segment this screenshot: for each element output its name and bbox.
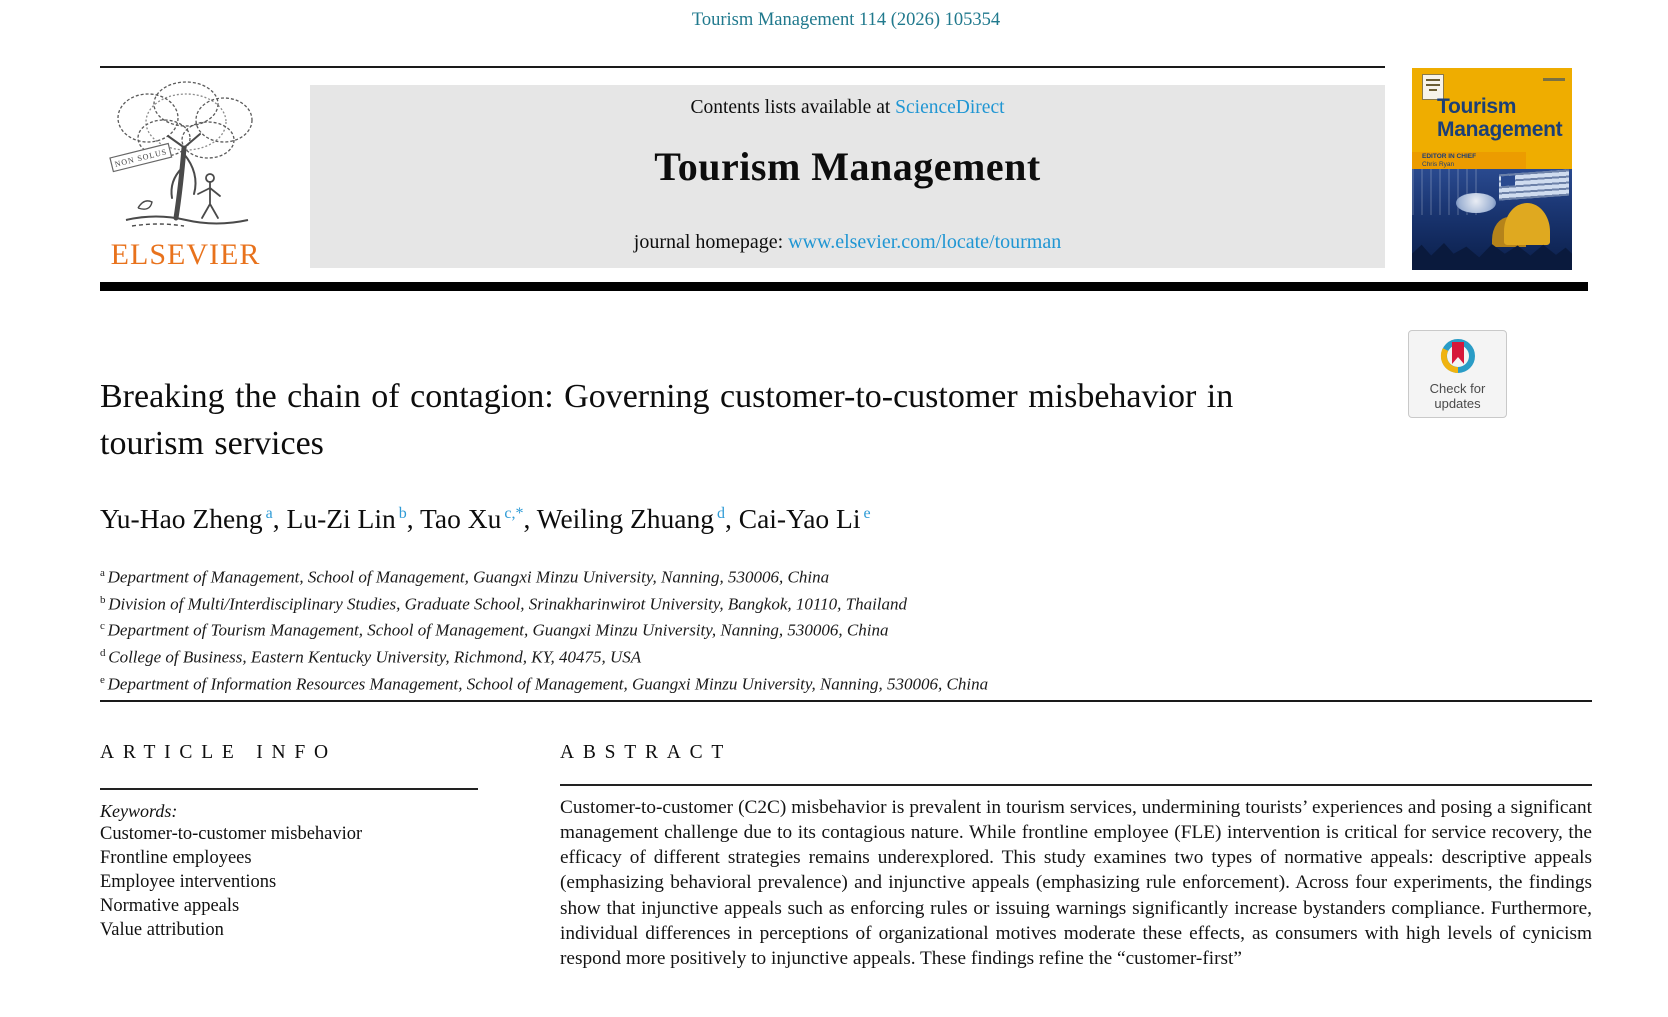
elsevier-wordmark: ELSEVIER [110, 238, 261, 271]
contents-line [310, 97, 1385, 119]
header-separator-bar [100, 282, 1588, 291]
article-info-rule [100, 788, 478, 790]
homepage-line [310, 231, 1385, 254]
check-for-updates-badge[interactable] [1408, 330, 1507, 418]
author-name: Cai-Yao Li [738, 503, 861, 534]
cover-photo-arches [1504, 203, 1550, 245]
keyword-item: Customer-to-customer misbehavior [100, 823, 363, 844]
article-info-heading: ARTICLE INFO [100, 742, 337, 763]
author-name: Weiling Zhuang [536, 503, 714, 534]
keyword-item: Frontline employees [100, 847, 252, 868]
author-sup: e [863, 504, 871, 522]
article-info-section [100, 742, 480, 942]
section-divider-rule [100, 700, 1592, 702]
affiliation-row: $^b$ Division of Multi/Interdisciplinary Studies, Graduate School, Srinakharinwirot University, Bangkok, 10110, Thailand [100, 593, 908, 614]
check-for-updates-icon [1436, 336, 1480, 378]
abstract-rule [560, 784, 1592, 786]
cover-title-line1: Tourism [1437, 95, 1517, 118]
affiliation-list [100, 562, 988, 695]
author-sup: d [716, 504, 725, 522]
badge-line2: updates [1434, 396, 1481, 411]
journal-cover-thumbnail[interactable] [1412, 68, 1572, 270]
keyword-item: Value attribution [100, 919, 224, 940]
abstract-section [560, 742, 1592, 972]
author-name: Tao Xu [420, 503, 502, 534]
journal-title: Tourism Management [654, 144, 1041, 189]
abstract-text: Customer-to-customer (C2C) misbehavior is prevalent in tourism services, undermining tourists’ experiences and posing a significant management challenge due to its contagious nature. While frontline employee (FLE) intervention is critical for service recovery, the efficacy of different strategies remains underexplored. This study examines two types of normative appeals: descriptive appeals (emphasizing behavioral prevalence) and injunctive appeals (emphasizing rule enforcement). Across four experiments, the findings show that injunctive appeals such as enforcing rules or issuing warnings significantly increase bystanders compliance. Furthermore, individual differences in perceptions of organizational motives moderate these effects, as consumers with high levels of cynicism respond more positively to injunctive appeals. These findings refine the “customer-first” [560, 796, 1592, 970]
abstract-heading: ABSTRACT [560, 742, 733, 763]
keywords-list [100, 822, 480, 942]
keyword-item: Employee interventions [100, 871, 277, 892]
article-title: Breaking the chain of contagion: Governing customer-to-customer misbehavior in tourism services [100, 378, 1234, 462]
non-solus-text: NON SOLUS [113, 147, 169, 169]
homepage-prefix: journal homepage: [633, 231, 789, 253]
author-sup: c,* [504, 504, 524, 522]
cover-editor-band [1412, 152, 1526, 169]
cover-editor-label: EDITOR IN CHIEF [1422, 153, 1477, 160]
keywords-label: Keywords: [100, 800, 178, 821]
contents-line-prefix: Contents lists available at [690, 97, 896, 118]
cover-issue-mark [1543, 78, 1565, 81]
cover-photo-sign [1499, 170, 1569, 201]
author-sup: a [265, 504, 273, 522]
cover-editor-name: Chris Ryan [1422, 161, 1455, 168]
author-list: Yu-Hao Zheng $^a$, Lu-Zi Lin $^b$, Tao Xu $^{c,*}$, Weiling Zhuang $^d$, Cai-Yao Li $^e$ [100, 503, 871, 534]
author-name: Yu-Hao Zheng [100, 503, 263, 534]
author-sup: b [398, 504, 407, 522]
author-name: Lu-Zi Lin [286, 503, 396, 534]
badge-line1: Check for [1429, 381, 1486, 396]
cover-photo-collage [1412, 169, 1572, 270]
affiliation-row: $^a$ Department of Management, School of Management, Guangxi Minzu University, Nanning, 530006, China [100, 567, 830, 587]
elsevier-logo [98, 76, 273, 271]
header-top-rule [100, 66, 1385, 68]
affiliation-row: $^e$ Department of Information Resources Management, School of Management, Guangxi Minzu University, Nanning, 530006, China [100, 673, 989, 694]
sciencedirect-link[interactable]: ScienceDirect [895, 97, 1005, 118]
affiliation-row: $^c$ Department of Tourism Management, School of Management, Guangxi Minzu University, Nanning, 530006, China [100, 620, 889, 640]
cover-title-line2: Management [1437, 118, 1563, 142]
journal-reference: Tourism Management 114 (2026) 105354 [691, 10, 1001, 30]
elsevier-tree-icon [98, 76, 273, 236]
cover-photo-dome [1456, 193, 1496, 213]
homepage-link[interactable]: www.elsevier.com/locate/tourman [788, 231, 1062, 253]
affiliation-row: $^d$ College of Business, Eastern Kentucky University, Richmond, KY, 40475, USA [100, 646, 642, 667]
keyword-item: Normative appeals [100, 895, 240, 916]
journal-header-banner [310, 85, 1385, 268]
cover-journal-title [1437, 95, 1562, 141]
